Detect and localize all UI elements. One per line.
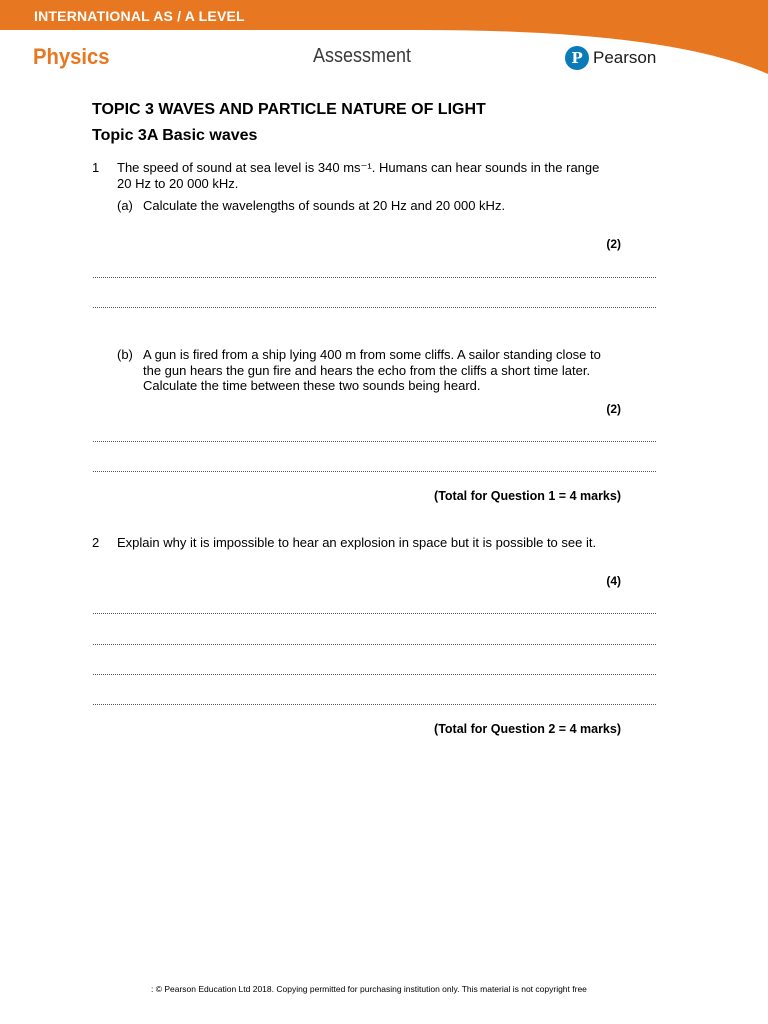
copyright-footer: : © Pearson Education Ltd 2018. Copying permitted for purchasing institution only. This material is not copyright free: [151, 984, 587, 994]
question-1a-text: Calculate the wavelengths of sounds at 20 Hz and 20 000 kHz.: [143, 198, 506, 213]
question-1-number: 1: [92, 160, 100, 175]
subject-title: Physics: [33, 44, 110, 69]
answer-line[interactable]: [93, 307, 656, 308]
answer-line[interactable]: [93, 471, 656, 472]
question-1-text: The speed of sound at sea level is 340 ms⁻¹. Humans can hear sounds in the range 20 Hz to 20 000 kHz.: [117, 160, 600, 191]
pearson-logo: [565, 45, 656, 71]
question-1b-text: A gun is fired from a ship lying 400 m from some cliffs. A sailor standing close to the gun hears the gun fire and hears the echo from the cliffs a short time later. Calculate the time between these two sounds being heard.: [143, 347, 601, 393]
question-2-number: 2: [92, 535, 100, 550]
question-1a-marks: (2): [606, 237, 621, 251]
question-1a-label: (a): [117, 198, 133, 213]
question-1-total: (Total for Question 1 = 4 marks): [434, 489, 621, 503]
question-1a: [117, 198, 622, 214]
answer-line[interactable]: [93, 704, 656, 705]
answer-line[interactable]: [93, 644, 656, 645]
question-2-marks: (4): [606, 574, 621, 588]
assessment-label: Assessment: [313, 45, 412, 67]
answer-line[interactable]: [93, 613, 656, 614]
qualification-label: INTERNATIONAL AS / A LEVEL: [34, 8, 245, 24]
topic-title: TOPIC 3 WAVES AND PARTICLE NATURE OF LIGHT: [92, 101, 486, 118]
pearson-logo-icon: P: [565, 46, 589, 70]
question-2-total: (Total for Question 2 = 4 marks): [434, 722, 621, 736]
answer-line[interactable]: [93, 674, 656, 675]
question-1b-label: (b): [117, 347, 133, 362]
topic-subtitle: Topic 3A Basic waves: [92, 127, 258, 144]
question-1b: [117, 347, 622, 394]
pearson-logo-text: Pearson: [593, 48, 657, 67]
question-2-text: Explain why it is impossible to hear an explosion in space but it is possible to see it.: [117, 535, 597, 550]
question-1b-marks: (2): [606, 402, 621, 416]
answer-line[interactable]: [93, 277, 656, 278]
answer-line[interactable]: [93, 441, 656, 442]
